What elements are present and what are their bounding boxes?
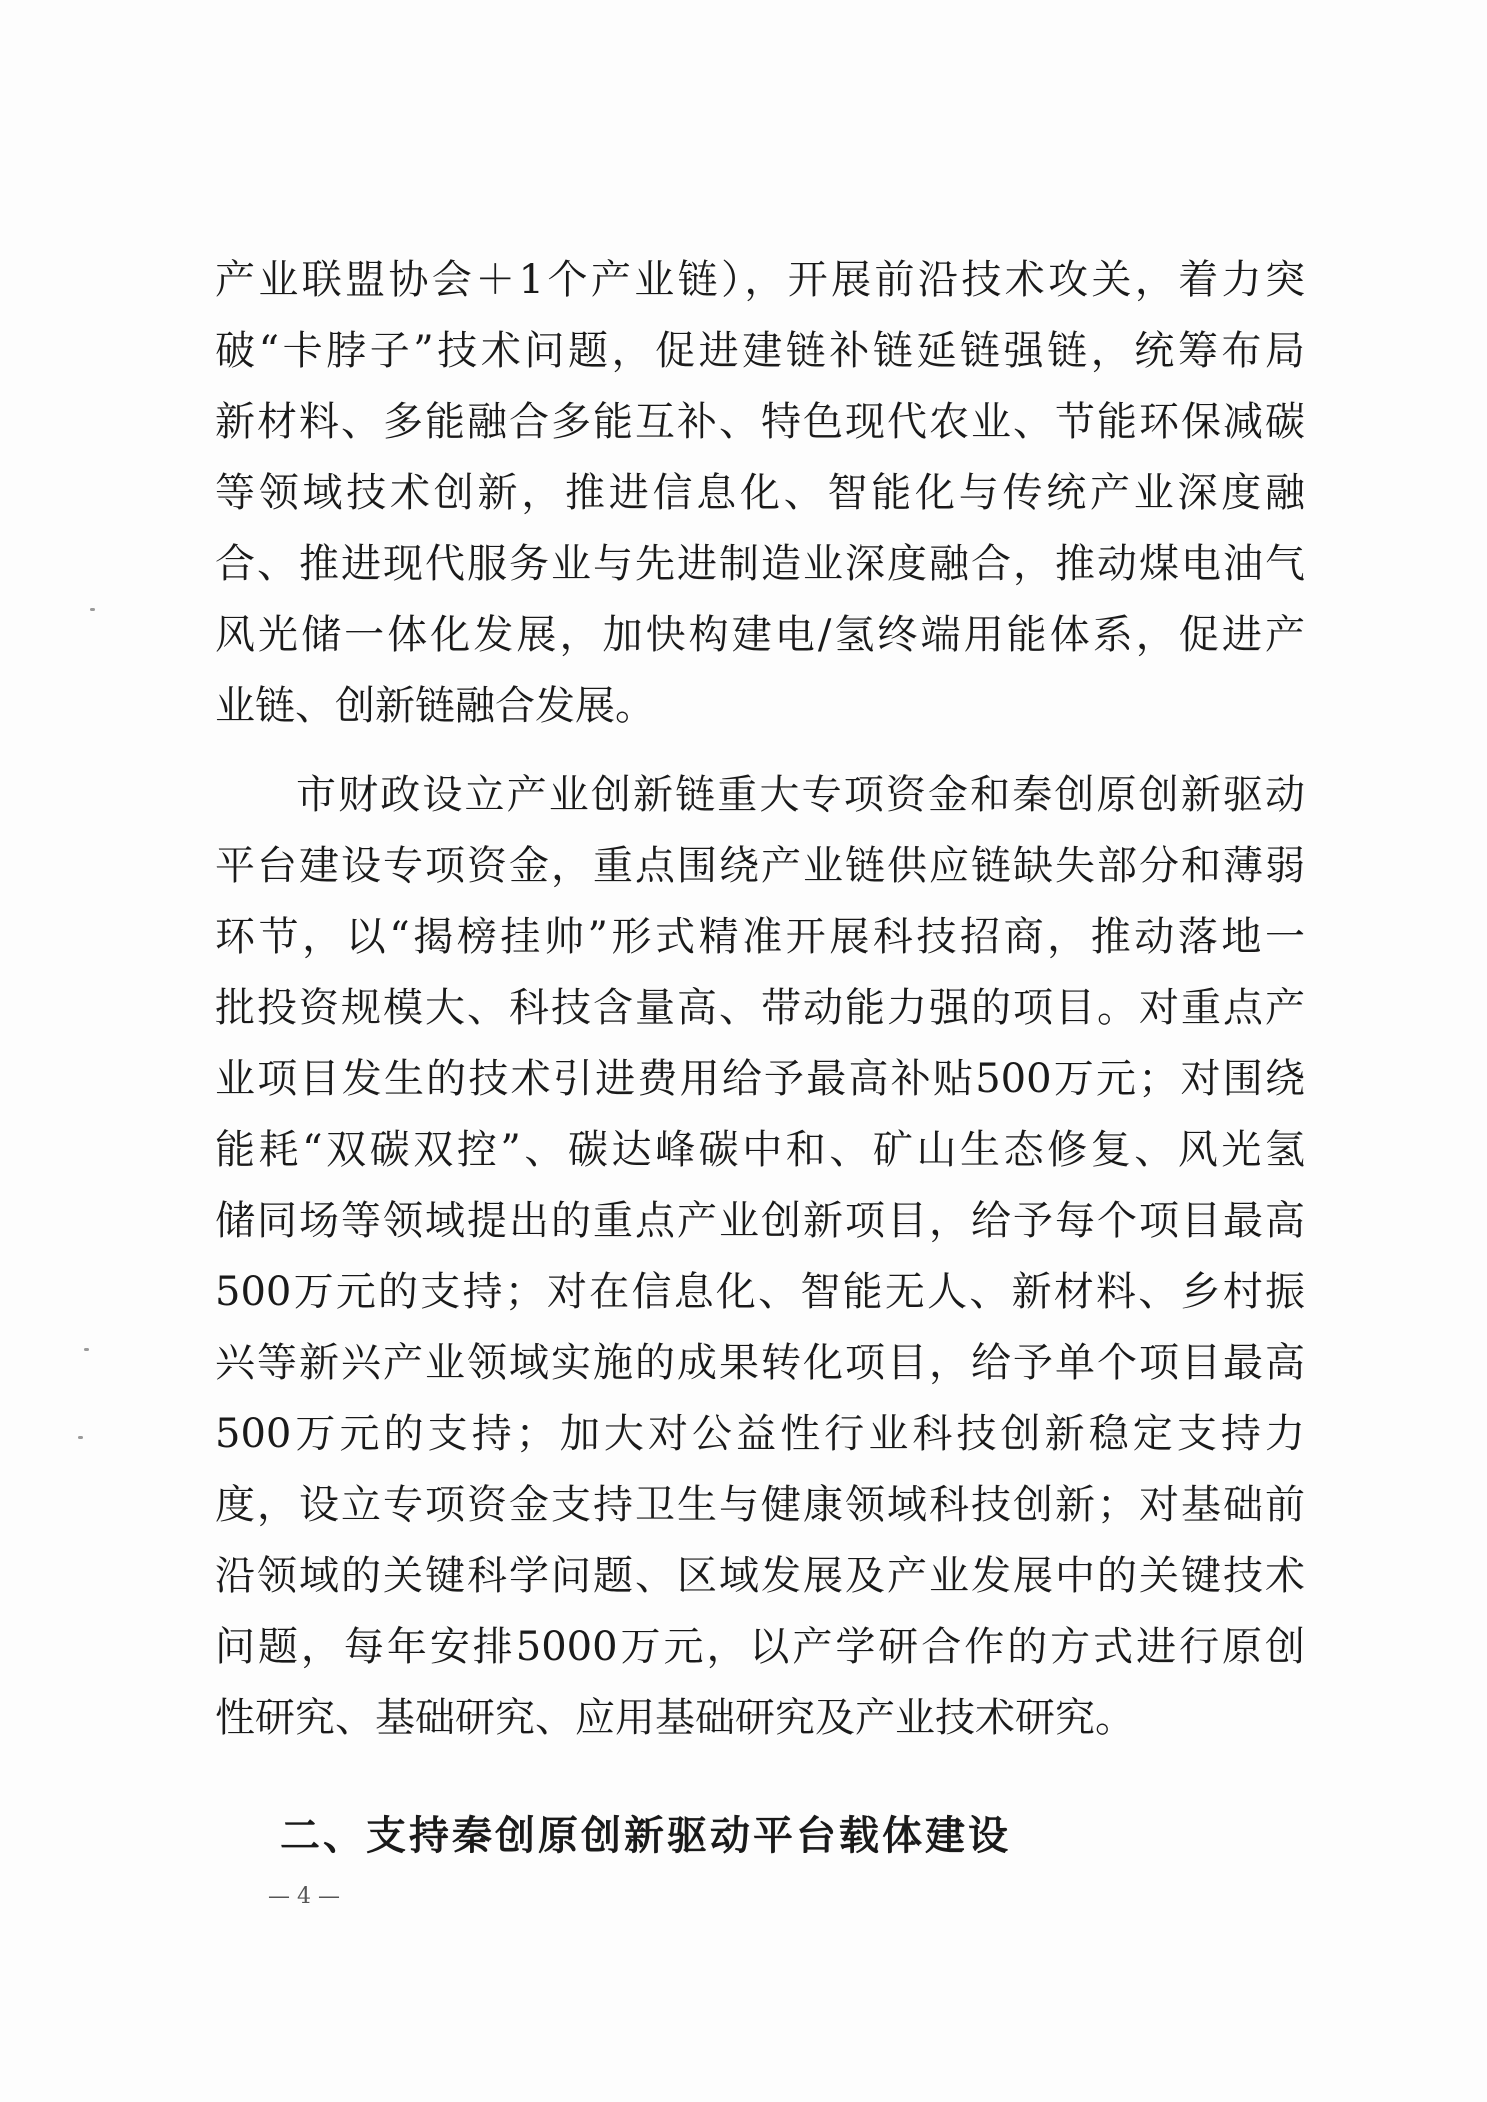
text-line: 性研究、基础研究、应用基础研究及产业技术研究。 xyxy=(215,1695,1135,1741)
text-line: 能耗“双碳双控”、碳达峰碳中和、矿山生态修复、风光氢 xyxy=(215,1127,1305,1173)
text-line: 破“卡脖子”技术问题，促进建链补链延链强链，统筹布局 xyxy=(215,328,1305,374)
text-line: 业链、创新链融合发展。 xyxy=(215,683,655,729)
text-line: 新材料、多能融合多能互补、特色现代农业、节能环保减碳 xyxy=(215,399,1305,445)
section-heading: 二、支持秦创原创新驱动平台载体建设 xyxy=(280,1813,1011,1859)
text-line: 业项目发生的技术引进费用给予最高补贴500万元；对围绕 xyxy=(215,1056,1305,1102)
text-line: 问题，每年安排5000万元，以产学研合作的方式进行原创 xyxy=(215,1624,1305,1670)
text-line: 500万元的支持；对在信息化、智能无人、新材料、乡村振 xyxy=(215,1269,1305,1315)
text-line: 市财政设立产业创新链重大专项资金和秦创原创新驱动 xyxy=(296,772,1305,818)
scan-speck xyxy=(84,1348,89,1351)
text-line: 产业联盟协会＋1个产业链），开展前沿技术攻关，着力突 xyxy=(215,257,1305,303)
text-line: 兴等新兴产业领域实施的成果转化项目，给予单个项目最高 xyxy=(215,1340,1305,1386)
text-line: 环节，以“揭榜挂帅”形式精准开展科技招商，推动落地一 xyxy=(215,914,1305,960)
page-number: — 4 — xyxy=(268,1884,340,1909)
text-line: 储同场等领域提出的重点产业创新项目，给予每个项目最高 xyxy=(215,1198,1305,1244)
text-line: 500万元的支持；加大对公益性行业科技创新稳定支持力 xyxy=(215,1411,1305,1457)
text-line: 批投资规模大、科技含量高、带动能力强的项目。对重点产 xyxy=(215,985,1305,1031)
scan-speck xyxy=(78,1436,83,1439)
scan-speck xyxy=(90,608,95,611)
text-line: 平台建设专项资金，重点围绕产业链供应链缺失部分和薄弱 xyxy=(215,843,1305,889)
text-line: 合、推进现代服务业与先进制造业深度融合，推动煤电油气 xyxy=(215,541,1305,587)
text-line: 等领域技术创新，推进信息化、智能化与传统产业深度融 xyxy=(215,470,1305,516)
text-line: 沿领域的关键科学问题、区域发展及产业发展中的关键技术 xyxy=(215,1553,1305,1599)
text-line: 度，设立专项资金支持卫生与健康领域科技创新；对基础前 xyxy=(215,1482,1305,1528)
text-line: 风光储一体化发展，加快构建电/氢终端用能体系，促进产 xyxy=(215,612,1305,658)
